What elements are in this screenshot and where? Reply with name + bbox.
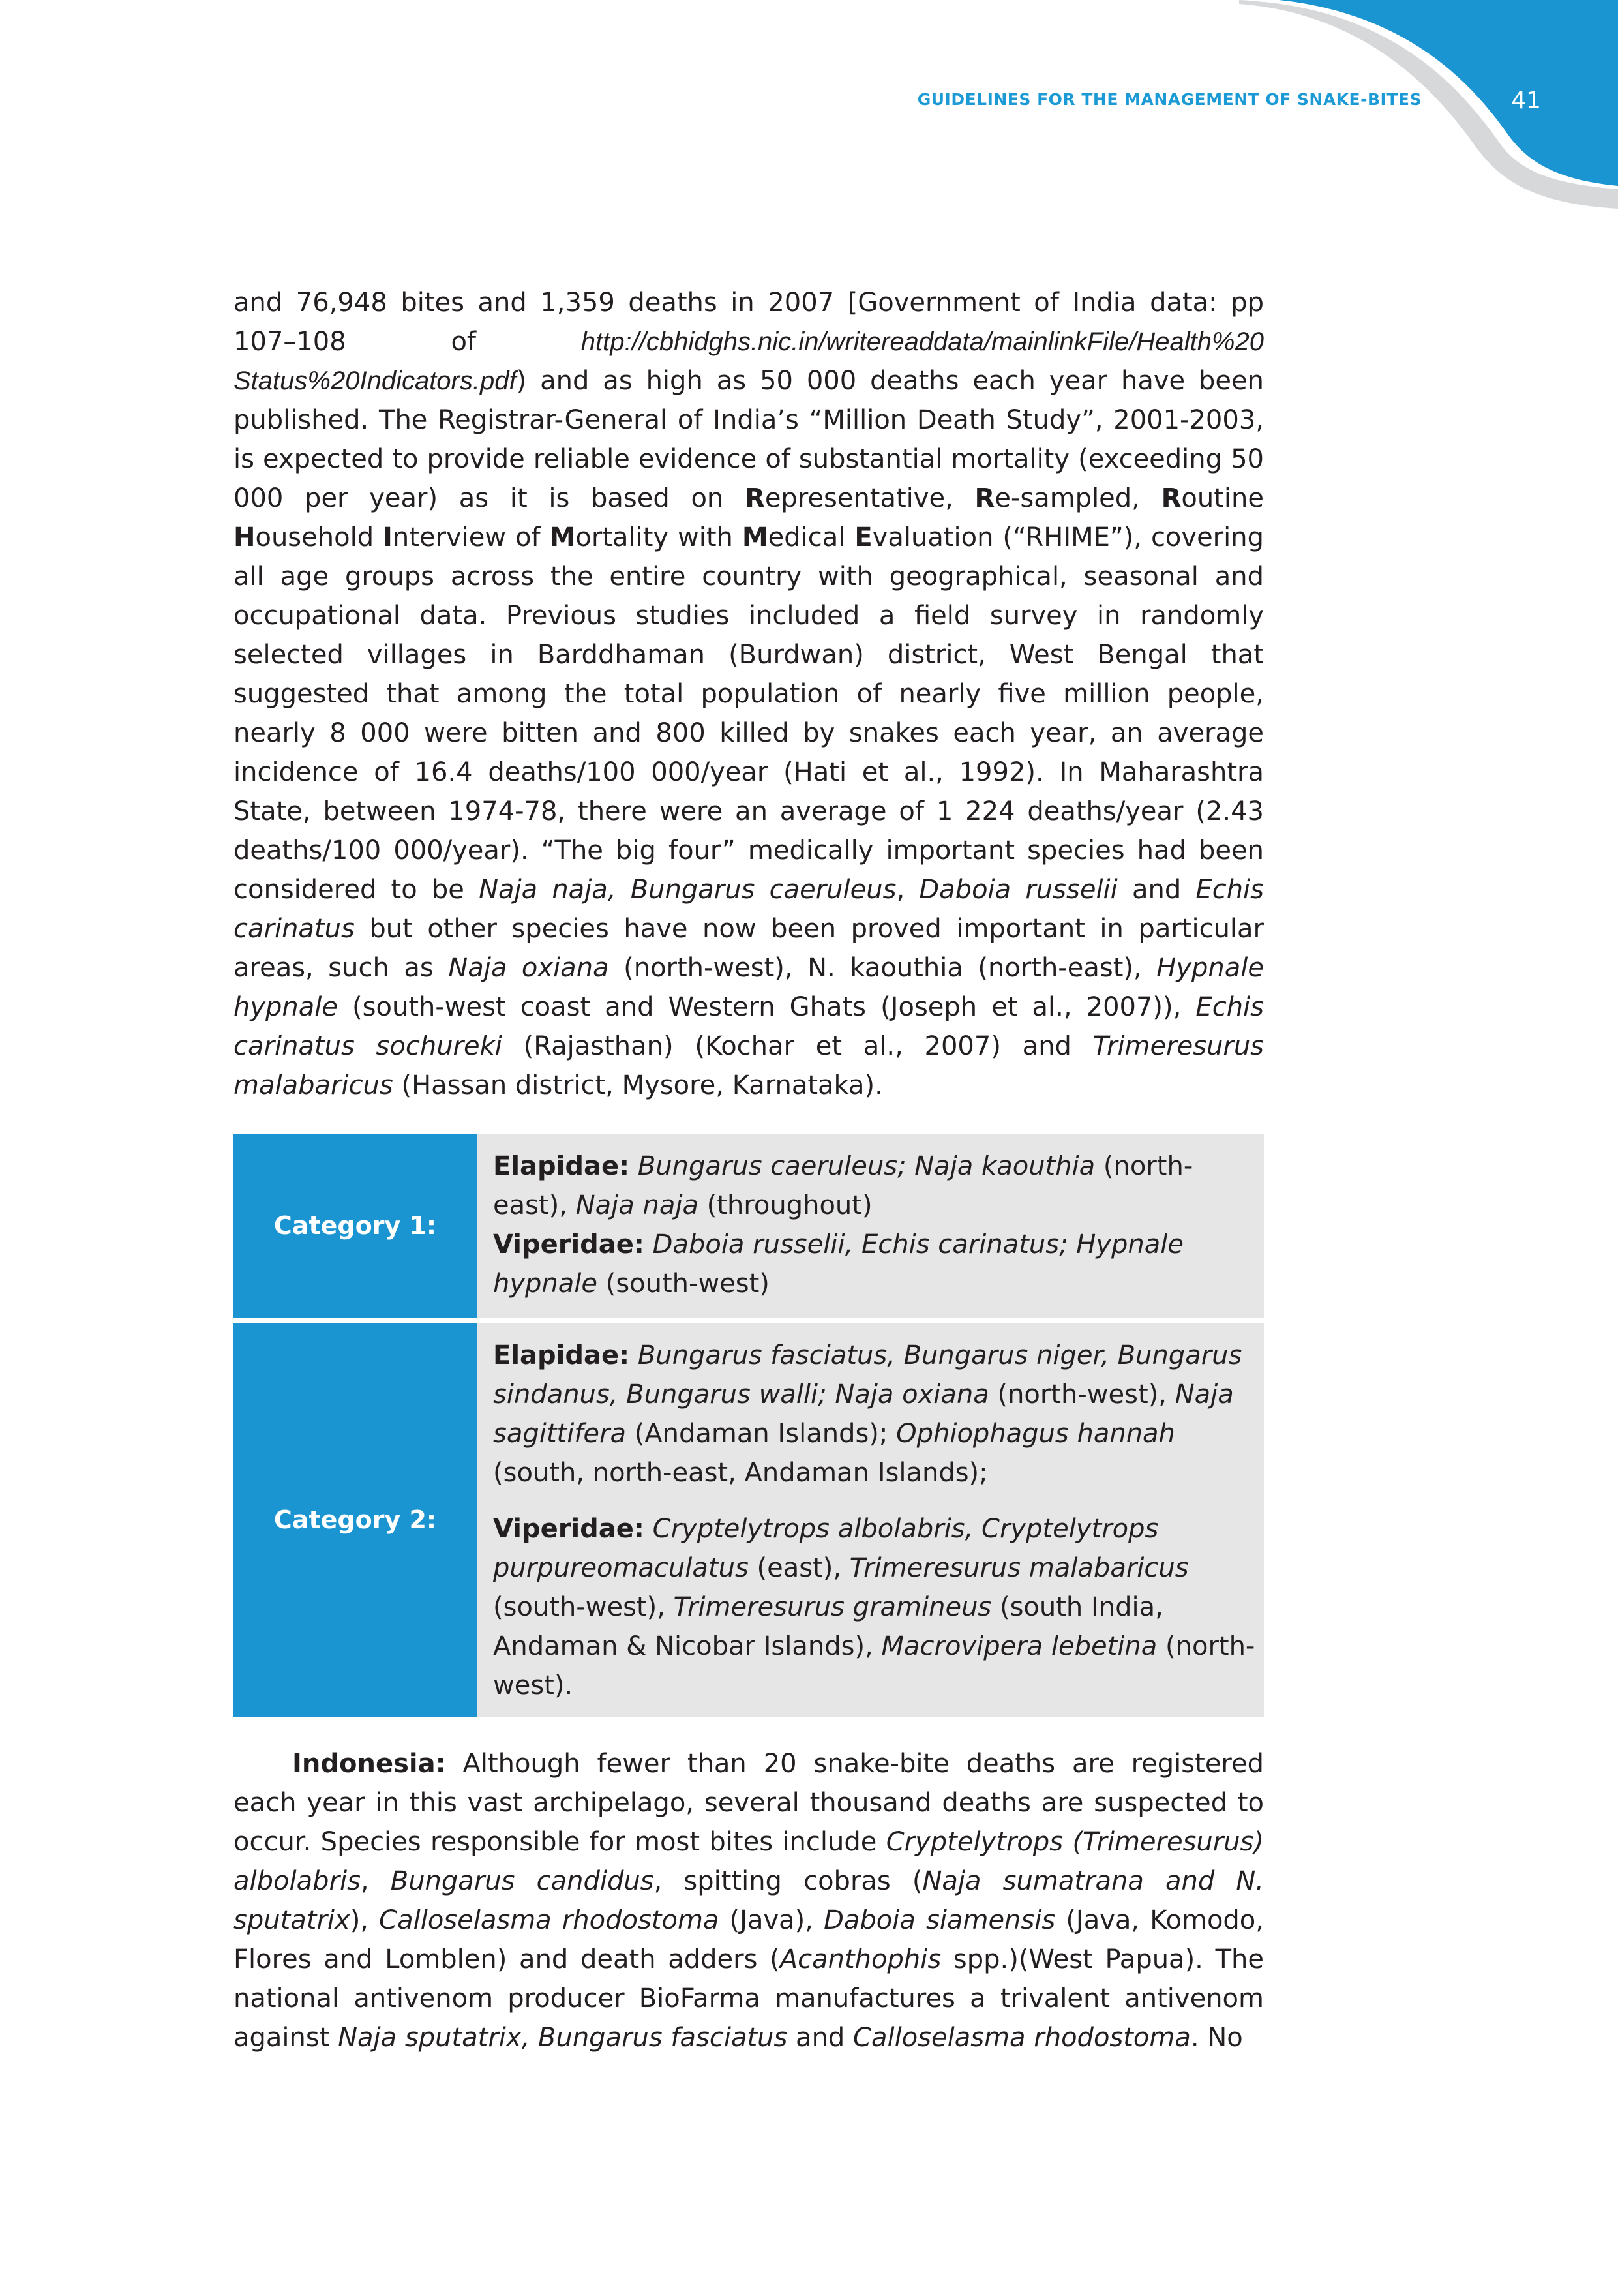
species-name: Naja oxiana bbox=[448, 953, 609, 983]
text-run: (south-west coast and Western Ghats (Joseph et al., 2007)), bbox=[338, 992, 1196, 1022]
acronym-letter: M bbox=[549, 522, 576, 552]
text-run: (Java, Komodo, Flores and Lomblen) and death adders ( bbox=[233, 1905, 1264, 1974]
text-run: ousehold bbox=[255, 522, 383, 552]
acronym-letter: E bbox=[854, 522, 873, 552]
text-run: (north-west), bbox=[989, 1380, 1175, 1410]
text-run: (north-west), N. kaouthia (north-east), bbox=[608, 953, 1157, 983]
species-name: Cryptelytrops albolabris, Cryptelytrops purpureomaculatus bbox=[493, 1514, 1159, 1583]
family-label: Elapidae: bbox=[493, 1151, 630, 1181]
body-paragraph-indonesia bbox=[233, 1744, 1264, 2057]
species-name: Naja sumatrana and N. sputatrix bbox=[233, 1866, 1265, 1935]
species-name: Acanthophis bbox=[779, 1944, 942, 1974]
text-run: (north-east), bbox=[493, 1151, 1193, 1220]
text-run: nterview of bbox=[392, 522, 550, 552]
viperidae-entry bbox=[493, 1225, 1264, 1303]
category-label: Category 1: bbox=[233, 1134, 477, 1318]
text-run: (south-west), bbox=[493, 1592, 674, 1622]
species-name: Bungarus caeruleus; Naja kaouthia bbox=[637, 1151, 1096, 1181]
running-header: GUIDELINES FOR THE MANAGEMENT OF SNAKE-BITES bbox=[917, 90, 1422, 109]
text-run: epresentative, bbox=[764, 483, 975, 513]
text-run: and bbox=[787, 2023, 854, 2053]
text-run: , spitting cobras ( bbox=[653, 1866, 923, 1896]
citation-url: http://cbhidghs.nic.in/writereaddata/mainlinkFile/Health%20 Status%20Indicators.pdf bbox=[233, 327, 1264, 395]
text-run: , bbox=[896, 875, 920, 905]
acronym-letter: R bbox=[974, 483, 995, 513]
text-run: valuation (“RHIME”), covering all age groups across the entire country with geographical, seasonal and occupational data. Previous studies included a field survey in randomly selected villages in Barddhaman (Burdwan) district, West Bengal that suggested that among the total population of nearly five million people, nearly 8 000 were bitten and 800 killed by snakes each year, an average incidence of 16.4 deaths/100 000/year (Hati et al., 1992). In Maharashtra State, between 1974-78, there were an average of 1 224 deaths/year (2.43 deaths/100 000/year). “The big four” medically important species had been considered to be bbox=[233, 522, 1264, 905]
species-name: Trimeresurus malabaricus bbox=[233, 1031, 1265, 1100]
species-name: Naja naja bbox=[575, 1190, 698, 1220]
acronym-letter: R bbox=[1161, 483, 1182, 513]
species-name: Cryptelytrops (Trimeresurus) albolabris bbox=[233, 1827, 1264, 1896]
page-number: 41 bbox=[1511, 87, 1541, 114]
acronym-letter: H bbox=[233, 522, 256, 552]
text-run: ortality with bbox=[575, 522, 742, 552]
text-run: spp.)(West Papua). The national antivenom producer BioFarma manufactures a trivalent antivenom against bbox=[233, 1944, 1264, 2053]
species-name: Daboia russelii bbox=[919, 875, 1118, 905]
text-run: (east), bbox=[748, 1553, 850, 1583]
elapidae-entry bbox=[493, 1147, 1264, 1225]
species-name: Ophiophagus hannah bbox=[896, 1419, 1175, 1449]
family-label: Viperidae: bbox=[493, 1514, 644, 1544]
text-run: and 76,948 bites and 1,359 deaths in 2007 [Government of India data: pp 107–108 of bbox=[233, 288, 1264, 357]
text-run: but other species have now been proved important in particular areas, such as bbox=[233, 914, 1264, 983]
text-run: Although fewer than 20 snake-bite deaths are registered each year in this vast archipelago, several thousand deaths are suspected to occur. Species responsible for most bites include bbox=[233, 1749, 1264, 1857]
text-run: e-sampled, bbox=[995, 483, 1161, 513]
row-divider bbox=[233, 1318, 1264, 1323]
text-run: (south, north-east, Andaman Islands); bbox=[493, 1458, 988, 1488]
species-name: Naja sputatrix, Bungarus fasciatus bbox=[338, 2023, 788, 2053]
text-run: ) and as high as 50 000 deaths each year have been published. The Registrar-General of India’s “Million Death Study”, 2001-2003, is expected to provide reliable evidence of substantial mortality (exceeding 50 000 per year) as it is based on bbox=[233, 366, 1264, 513]
acronym-letter: R bbox=[745, 483, 765, 513]
category-row-2 bbox=[233, 1323, 1264, 1717]
section-heading: Indonesia: bbox=[292, 1749, 446, 1779]
species-name: Calloselasma rhodostoma bbox=[379, 1905, 719, 1935]
species-name: Calloselasma rhodostoma bbox=[853, 2023, 1191, 2053]
species-name: Hypnale hypnale bbox=[233, 953, 1264, 1022]
family-label: Viperidae: bbox=[493, 1230, 644, 1260]
body-paragraph-india bbox=[233, 283, 1264, 1105]
text-run: (south India, Andaman & Nicobar Islands), bbox=[493, 1592, 1163, 1661]
text-run: (Andaman Islands); bbox=[625, 1419, 897, 1449]
viperidae-entry bbox=[493, 1509, 1264, 1705]
elapidae-entry bbox=[493, 1336, 1264, 1492]
text-run: edical bbox=[768, 522, 855, 552]
species-name: Naja sagittifera bbox=[493, 1380, 1234, 1449]
species-name: Trimeresurus malabaricus bbox=[849, 1553, 1189, 1583]
family-label: Elapidae: bbox=[493, 1340, 630, 1370]
text-run: (Rajasthan) (Kochar et al., 2007) and bbox=[502, 1031, 1093, 1061]
text-run: , bbox=[360, 1866, 391, 1896]
text-run: ), bbox=[350, 1905, 380, 1935]
category-species-cell bbox=[477, 1134, 1264, 1318]
species-name: Trimeresurus gramineus bbox=[673, 1592, 992, 1622]
species-name: Naja naja, Bungarus caeruleus bbox=[479, 875, 897, 905]
text-run: outine bbox=[1181, 483, 1265, 513]
text-run: . No bbox=[1190, 2023, 1243, 2053]
text-run: (Hassan district, Mysore, Karnataka). bbox=[393, 1070, 883, 1100]
species-name: Bungarus fasciatus, Bungarus niger, Bungarus sindanus, Bungarus walli; Naja oxiana bbox=[493, 1340, 1242, 1410]
category-species-cell bbox=[477, 1323, 1264, 1717]
species-name: Daboia russelii, Echis carinatus; Hypnale hypnale bbox=[493, 1230, 1184, 1299]
text-run: (south-west) bbox=[597, 1269, 770, 1299]
text-run: (throughout) bbox=[698, 1190, 873, 1220]
acronym-letter: I bbox=[383, 522, 393, 552]
acronym-letter: M bbox=[742, 522, 768, 552]
species-category-table bbox=[233, 1134, 1264, 1717]
category-row-1 bbox=[233, 1134, 1264, 1318]
species-name: Echis carinatus bbox=[233, 875, 1264, 944]
species-name: Macrovipera lebetina bbox=[881, 1631, 1158, 1661]
species-name: Bungarus candidus bbox=[390, 1866, 654, 1896]
text-run: (north-west). bbox=[493, 1631, 1255, 1700]
species-name: Daboia siamensis bbox=[824, 1905, 1056, 1935]
category-label: Category 2: bbox=[233, 1323, 477, 1717]
species-name: Echis carinatus sochureki bbox=[233, 992, 1264, 1061]
text-run: (Java), bbox=[719, 1905, 824, 1935]
text-run: and bbox=[1117, 875, 1196, 905]
